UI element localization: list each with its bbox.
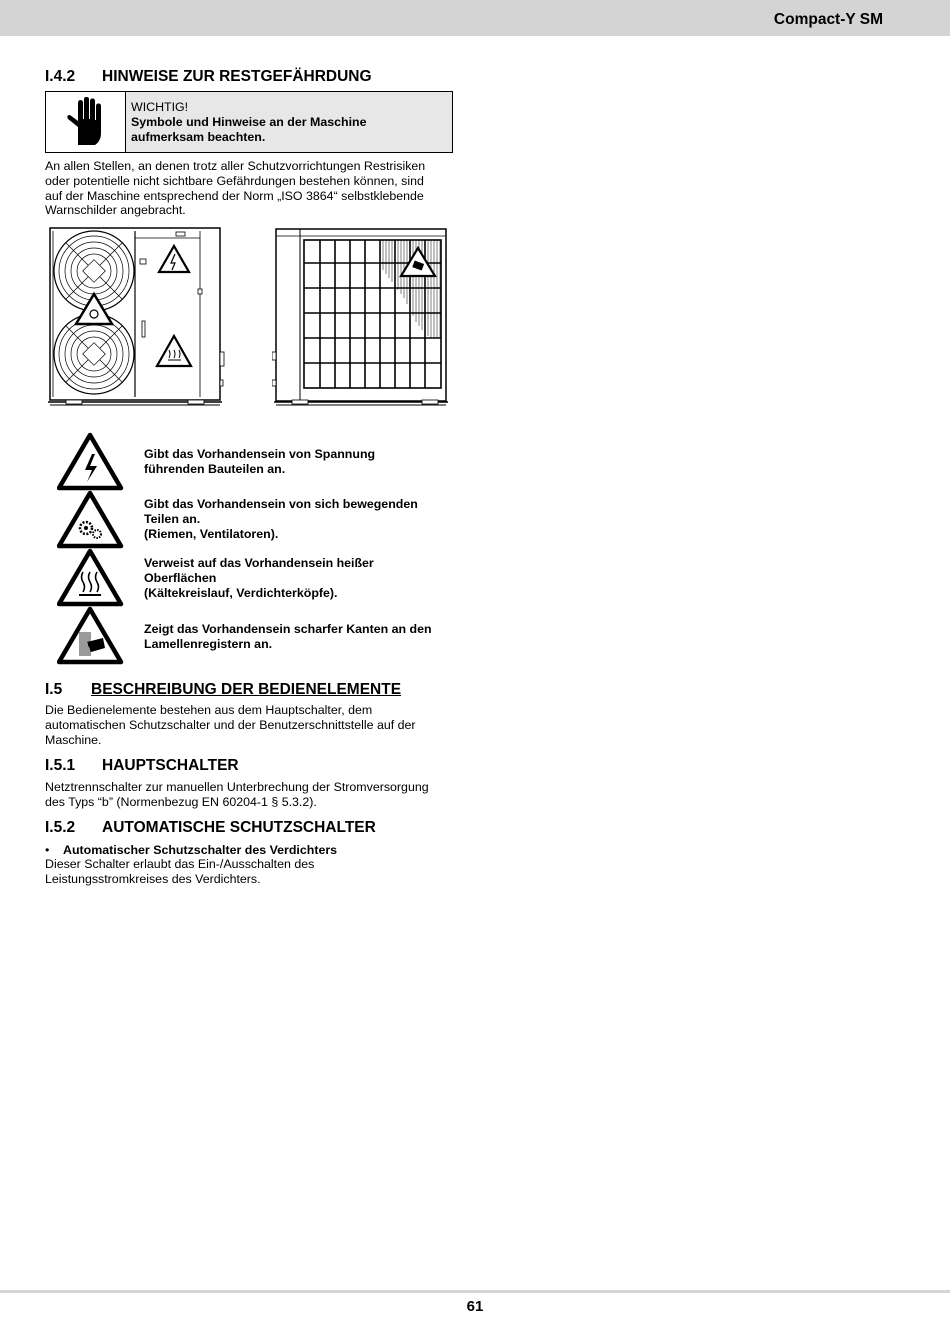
page-header [0, 0, 950, 36]
section-title: BESCHREIBUNG DER BEDIENELEMENTE [91, 681, 402, 698]
unit-front-view-drawing [48, 226, 228, 408]
text-line: Oberflächen [144, 570, 217, 585]
section-title: AUTOMATISCHE SCHUTZSCHALTER [102, 819, 376, 836]
bullet-mark: • [45, 843, 50, 857]
text-line: automatischen Schutzschalter und der Benutzerschnittstelle auf der [45, 717, 416, 732]
intro-paragraph [45, 159, 450, 218]
bullet-item [45, 843, 337, 857]
text-line: des Typs “b” (Normenbezug EN 60204-1 § 5.3.2). [45, 794, 317, 809]
text-line: An allen Stellen, an denen trotz aller Schutzvorrichtungen Restrisiken [45, 159, 426, 173]
text-line: Zeigt das Vorhandensein scharfer Kanten an den [144, 622, 432, 636]
symbol-description [144, 497, 454, 541]
symbol-description [144, 556, 454, 600]
text-line: oder potentielle nicht sichtbare Gefährdungen bestehen können, sind [45, 173, 424, 188]
warning-line: aufmerksam beachten. [131, 129, 266, 144]
text-line: Netztrennschalter zur manuellen Unterbrechung der Stromversorgung [45, 780, 429, 794]
text-line: führenden Bauteilen an. [144, 461, 286, 476]
section-paragraph [45, 703, 450, 747]
text-line: Gibt das Vorhandensein von sich bewegenden [144, 497, 418, 511]
warning-box [45, 91, 453, 153]
unit-side-view-drawing [272, 226, 450, 408]
document-title: Compact-Y SM [773, 11, 883, 28]
text-line: Teilen an. [144, 511, 201, 526]
text-line: (Kältekreislauf, Verdichterköpfe). [144, 585, 338, 600]
text-line: Die Bedienelemente bestehen aus dem Hauptschalter, dem [45, 703, 373, 717]
text-line: Maschine. [45, 732, 102, 747]
section-heading-i52 [45, 819, 376, 837]
voltage-warning-icon [57, 432, 125, 492]
text-line: Verweist auf das Vorhandensein heißer [144, 556, 374, 570]
text-line: Dieser Schalter erlaubt das Ein-/Ausschalten des [45, 857, 315, 871]
section-heading-i51 [45, 757, 239, 775]
section-heading-i5 [45, 681, 401, 699]
page-number: 61 [466, 1298, 484, 1315]
moving-parts-warning-icon [57, 490, 125, 550]
text-line: Leistungsstromkreises des Verdichters. [45, 871, 261, 886]
text-line: Lamellenregistern an. [144, 636, 273, 651]
text-line: Gibt das Vorhandensein von Spannung [144, 447, 376, 461]
section-paragraph [45, 857, 450, 887]
section-number: I.5.2 [45, 819, 76, 836]
warning-text [126, 92, 452, 152]
section-title: HAUPTSCHALTER [102, 757, 239, 774]
sharp-edges-warning-icon [57, 606, 125, 666]
bullet-text: Automatischer Schutzschalter des Verdichters [63, 843, 338, 857]
hand-stop-icon [46, 92, 126, 152]
warning-line: Symbole und Hinweise an der Maschine [131, 114, 367, 129]
section-number: I.4.2 [45, 68, 76, 85]
section-paragraph [45, 780, 450, 810]
footer-divider [0, 1290, 950, 1293]
warning-label: WICHTIG! [131, 100, 189, 114]
section-number: I.5 [45, 681, 63, 698]
text-line: (Riemen, Ventilatoren). [144, 526, 279, 541]
symbol-description [144, 622, 454, 652]
text-line: Warnschilder angebracht. [45, 203, 186, 218]
section-title: HINWEISE ZUR RESTGEFÄHRDUNG [102, 68, 372, 85]
section-number: I.5.1 [45, 757, 76, 774]
section-heading-i42 [45, 68, 372, 86]
text-line: auf der Maschine entsprechend der Norm „ISO 3864“ selbstklebende [45, 188, 424, 203]
symbol-description [144, 447, 454, 477]
hot-surface-warning-icon [57, 548, 125, 608]
